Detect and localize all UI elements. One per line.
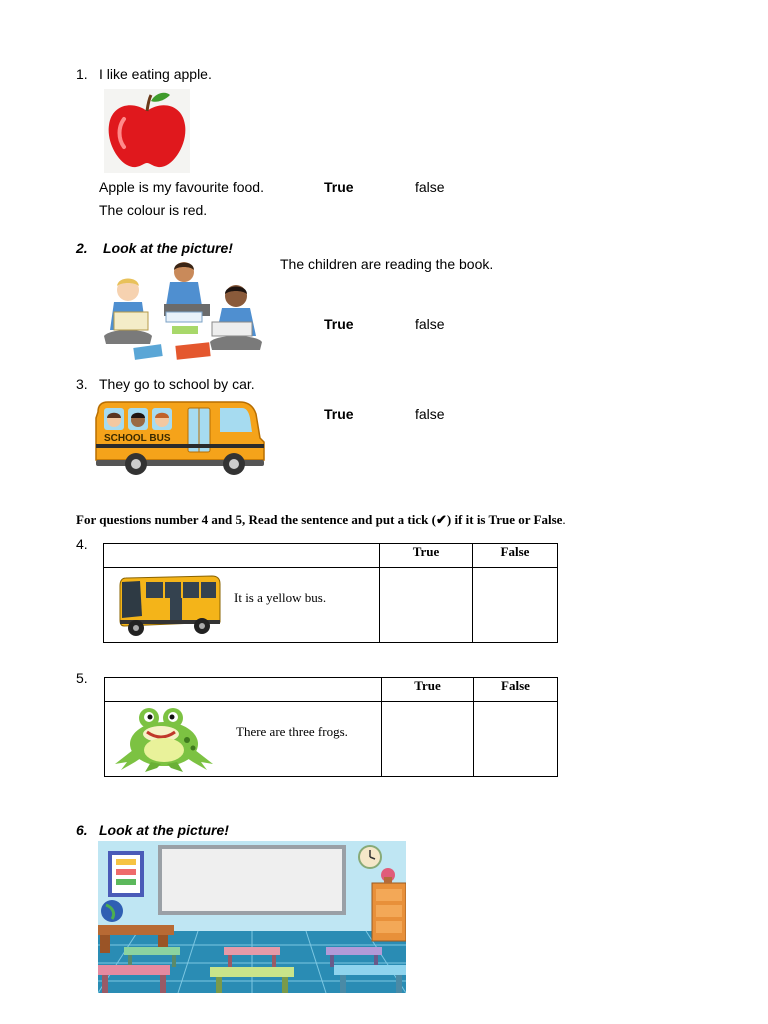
q5-sentence: There are three frogs.: [236, 724, 348, 739]
frog-image: [111, 704, 217, 774]
q6-prompt: Look at the picture!: [99, 822, 229, 838]
q5-header-blank: [105, 678, 382, 702]
q4-statement-cell: [104, 568, 380, 643]
q5-table: [104, 677, 558, 777]
q1-prompt: I like eating apple.: [99, 66, 212, 82]
bus-sign-text: SCHOOL BUS: [104, 433, 171, 444]
q2-number: 2.: [76, 240, 88, 256]
q1-statement-2: The colour is red.: [99, 202, 208, 218]
q5-header-false: False: [474, 678, 558, 702]
q4-sentence: It is a yellow bus.: [234, 590, 327, 605]
q5-number: 5.: [76, 670, 88, 686]
q5-statement-cell: [105, 702, 382, 777]
q4-header-true: True: [380, 544, 473, 568]
q3-true-option[interactable]: True: [324, 406, 354, 422]
q2-statement: The children are reading the book.: [280, 256, 494, 272]
q3-prompt: They go to school by car.: [99, 376, 255, 392]
instruction-suffix: ) if it is True or False: [446, 512, 563, 527]
q1-number: 1.: [76, 66, 88, 82]
q6-number: 6.: [76, 822, 88, 838]
q2-prompt: Look at the picture!: [103, 240, 233, 256]
q3-number: 3.: [76, 376, 88, 392]
q4-header-false: False: [473, 544, 558, 568]
classroom-image: [98, 841, 406, 993]
instruction-text: [76, 512, 566, 528]
q4-table: [103, 543, 558, 643]
q4-number: 4.: [76, 536, 88, 552]
q4-true-answer-cell[interactable]: [380, 568, 473, 643]
q1-statement-1: Apple is my favourite food.: [99, 179, 264, 195]
instruction-prefix: For questions number 4 and 5, Read the sentence and put a tick (: [76, 512, 436, 527]
q5-true-answer-cell[interactable]: [382, 702, 474, 777]
q5-false-answer-cell[interactable]: [474, 702, 558, 777]
school-bus-image: [92, 398, 268, 478]
q2-true-option[interactable]: True: [324, 316, 354, 332]
q1-false-option[interactable]: false: [415, 179, 445, 195]
q2-false-option[interactable]: false: [415, 316, 445, 332]
q1-true-option[interactable]: True: [324, 179, 354, 195]
tick-symbol: ✔: [435, 512, 447, 527]
q5-header-true: True: [382, 678, 474, 702]
apple-image: [104, 89, 190, 173]
q4-header-blank: [104, 544, 380, 568]
q4-false-answer-cell[interactable]: [473, 568, 558, 643]
children-reading-image: [100, 258, 268, 366]
q3-false-option[interactable]: false: [415, 406, 445, 422]
instruction-period: .: [562, 512, 566, 527]
yellow-bus-image: [116, 572, 224, 638]
